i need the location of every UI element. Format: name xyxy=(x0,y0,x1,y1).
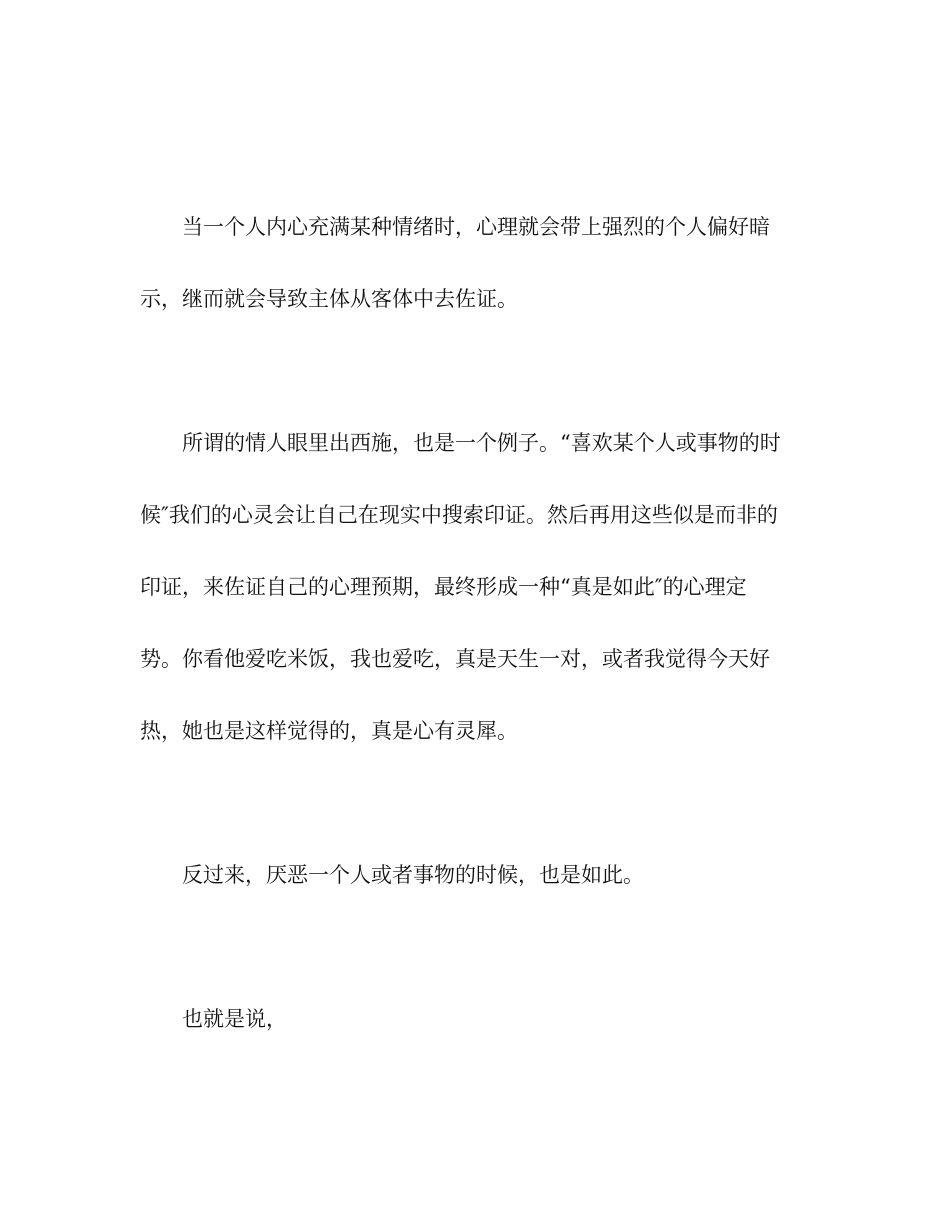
paragraph-line: 也就是说， xyxy=(182,1007,287,1031)
paragraph-line: 候″我们的心灵会让自己在现实中搜索印证。然后再用这些似是而非的 xyxy=(140,503,778,527)
paragraph-line: 势。你看他爱吃米饭，我也爱吃，真是天生一对，或者我觉得今天好 xyxy=(140,647,770,671)
paragraph-line: 所谓的情人眼里出西施，也是一个例子。“喜欢某个人或事物的时 xyxy=(182,431,781,455)
paragraph-line: 热，她也是这样觉得的，真是心有灵犀。 xyxy=(140,719,518,743)
paragraph-line: 当一个人内心充满某种情绪时，心理就会带上强烈的个人偏好暗 xyxy=(182,215,770,239)
paragraph-line: 反过来，厌恶一个人或者事物的时候，也是如此。 xyxy=(182,863,644,887)
paragraph-line: 印证，来佐证自己的心理预期，最终形成一种“真是如此″的心理定 xyxy=(140,575,747,599)
paragraph-line: 示，继而就会导致主体从客体中去佐证。 xyxy=(140,287,518,311)
